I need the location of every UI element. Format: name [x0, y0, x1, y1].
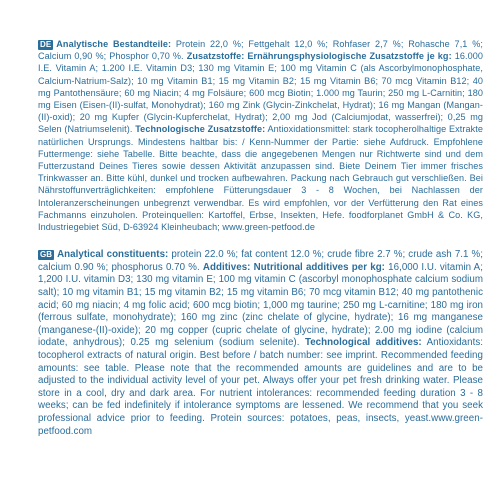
language-badge-de: DE: [40, 40, 52, 49]
gb-additives-heading: Additives: Nutritional additives per kg:: [202, 261, 385, 273]
gb-analytics-heading: Analytical constituents:: [57, 249, 169, 261]
gb-technological-text: Antioxidants: tocopherol extracts of natural origin. Best before / batch number: see imprint. Recommended feeding amounts: see table. Please note that the recommended amounts are guidelines and are to be adjusted to the individual activity level of your pet. Always offer your pet fresh drinking water. Please store in a cool, dry and dark area. For nutrient intolerances: recommended feeding duration 3 - 8 weeks; can be fed indefinitely if intolerance symptoms are lessened. We recommend that you seek professional advice prior to feeding. Protein sources: potatoes, peas, insects, yeast.www.green-petfood.com: [38, 337, 483, 437]
de-analytics-heading: Analytische Bestandteile:: [56, 39, 172, 49]
language-badge-gb: GB: [40, 250, 53, 260]
de-additives-heading: Zusatzstoffe: Ernährungsphysiologische Zusatzstoffe je kg:: [186, 51, 452, 62]
german-label-section: [38, 38, 483, 233]
gb-analytics-text: protein 22.0 %; fat content 12.0 %; crude fibre 2.7 %; crude ash 7.1 %; calcium 0.90 %; phosphorus 0.70 %.: [38, 249, 483, 273]
de-additives-text: 16.000 I.E. Vitamin A; 1.200 I.E. Vitamin D3; 130 mg Vitamin E; 100 mg Vitamin C (als Ascorbylmonophosphate, Calcium-Natrium-Salz); 10 mg Vitamin B1; 15 mg Vitamin B2; 15 mg Vitamin B6; 70 mcg Vitamin B12; 40 mg Pantothensäure; 60 mg Niacin; 4 mg Folsäure; 600 mcg Biotin; 1.000 mg Taurin; 250 mg L-Carnitin; 180 mg Eisen (Eisen-(II)-sulfat, Monohydrat); 160 mg Zink (Glycin-Zinkchelat, Hydrat); 16 mg Mangan (Mangan-(II)-oxid); 20 mg Kupfer (Glycin-Kupferchelat, Hydrat); 2,00 mg Jod (Calciumjodat, wasserfrei); 0,25 mg Selen (Natriumselenit).: [38, 51, 484, 135]
english-label-section: [38, 249, 483, 438]
de-analytics-text: Protein 22,0 %; Fettgehalt 12,0 %; Rohfaser 2,7 %; Rohasche 7,1 %; Calcium 0,90 %; Phosphor 0,70 %.: [38, 39, 483, 62]
de-technological-heading: Technologische Zusatzstoffe:: [135, 124, 266, 135]
gb-technological-heading: Technological additives:: [304, 337, 422, 349]
de-technological-text: Antioxidationsmittel: stark tocopherolhaltige Extrakte natürlichen Ursprungs. Mindestens haltbar bis: / Kenn-Nummer der Partie: siehe Aufdruck. Empfohlene Futtermenge: siehe Tabelle. Bitte beachte, dass die angegebenen Mengen nur Richtwerte sind und dem Futterzustand Deines Tieres sowie dessen Aktivität anzupassen sind. Biete Deinem Tier immer frisches Trinkwasser an. Bitte kühl, dunkel und trocken aufbewahren. Packung nach Gebrauch gut verschließen. Bei Nährstoffunverträglichkeiten: empfohlene Fütterungsdauer 3 - 8 Wochen, bei Nachlassen der Intoleranzerscheinungen unbegrenzt verwendbar. Es wird empfohlen, vor der Verfütterung den Rat eines Fachmanns einzuholen. Proteinquellen: Kartoffel, Erbse, Insekten, Hefe. foodforplanet GmbH & Co. KG, Industriegebiet Süd, D-63924 Kleinheubach; www.green-petfood.de: [38, 124, 484, 233]
gb-additives-text: 16,000 I.U. vitamin A; 1,200 I.U. vitamin D3; 130 mg vitamin E; 100 mg vitamin C (ascorbyl monophosphate calcium sodium salt); 10 mg vitamin B1; 15 mg vitamin B2; 15 mg vitamin B6; 70 mcg vitamin B12; 40 mg pantothenic acid; 60 mg niacin; 4 mg folic acid; 600 mcg biotin; 1,000 mg taurine; 250 mg L-carnitine; 180 mg iron (ferrous sulfate, monohydrate); 160 mg zinc (zinc chelate of glycine, hydrate); 16 mg manganese (manganese-(II)-oxide); 20 mg copper (cupric chelate of glycine, hydrate); 2.00 mg iodine (calcium iodate, anhydrous); 0.25 mg selenium (sodium selenite).: [38, 261, 483, 349]
